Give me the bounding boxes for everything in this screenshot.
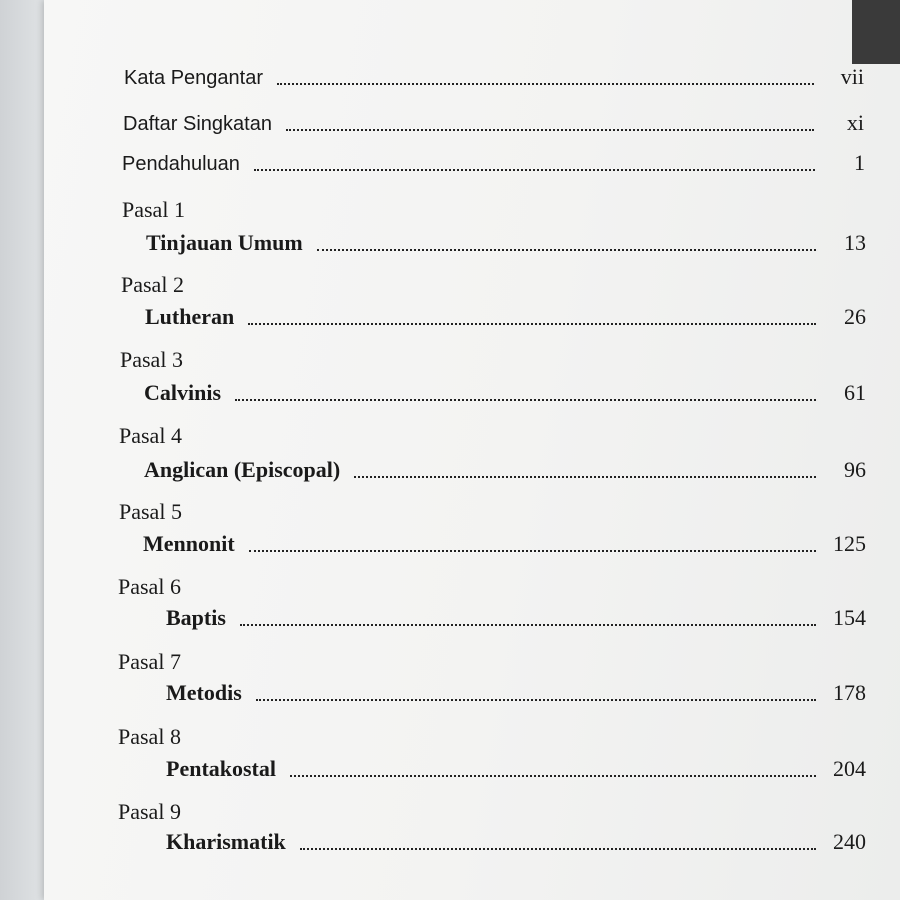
dot-leader — [354, 476, 816, 478]
toc-entry-chapter-9 — [166, 831, 866, 853]
toc-entry-page: 26 — [844, 304, 866, 329]
toc-entry-title: Pentakostal — [166, 756, 276, 781]
toc-entry-title: Metodis — [166, 680, 242, 705]
toc-entry-chapter-7 — [166, 682, 866, 704]
toc-entry-title: Tinjauan Umum — [146, 230, 303, 255]
dot-leader — [235, 399, 816, 401]
toc-entry-page: xi — [846, 110, 864, 135]
table-of-contents-page — [44, 0, 900, 900]
chapter-number: Pasal 7 — [118, 649, 181, 674]
toc-entry-title: Baptis — [166, 605, 226, 630]
toc-entry-chapter-3 — [144, 382, 866, 404]
dot-leader — [286, 129, 814, 131]
dot-leader — [277, 83, 814, 85]
toc-entry-page: 178 — [833, 680, 866, 705]
toc-entry-page: 154 — [833, 605, 866, 630]
toc-entry-page: 96 — [844, 457, 866, 482]
page-tab-marker — [852, 0, 900, 64]
toc-entry-page: 240 — [833, 829, 866, 854]
toc-entry-chapter-2 — [145, 306, 866, 328]
toc-entry-page: vii — [840, 64, 864, 89]
chapter-number: Pasal 1 — [122, 197, 185, 222]
chapter-number: Pasal 8 — [118, 724, 181, 749]
toc-entry-title: Kharismatik — [166, 829, 286, 854]
toc-entry-chapter-5 — [143, 533, 866, 555]
toc-entry-page: 1 — [854, 150, 865, 175]
toc-entry-title: Pendahuluan — [122, 153, 240, 175]
chapter-number: Pasal 4 — [119, 423, 182, 448]
toc-entry-page: 13 — [844, 230, 866, 255]
dot-leader — [290, 775, 816, 777]
toc-entry-title: Daftar Singkatan — [123, 113, 272, 135]
toc-entry-title: Anglican (Episcopal) — [144, 457, 341, 482]
toc-entry-title: Lutheran — [145, 304, 235, 329]
dot-leader — [256, 699, 816, 701]
toc-entry-title: Calvinis — [144, 380, 222, 405]
adjacent-page-edge — [0, 0, 44, 900]
toc-entry-chapter-8 — [166, 758, 866, 780]
dot-leader — [240, 624, 816, 626]
chapter-number: Pasal 9 — [118, 799, 181, 824]
toc-entry-chapter-6 — [166, 607, 866, 629]
toc-entry-pendahuluan — [122, 152, 865, 174]
chapter-number: Pasal 6 — [118, 574, 181, 599]
dot-leader — [317, 249, 816, 251]
toc-entry-page: 125 — [833, 531, 866, 556]
toc-entry-title: Kata Pengantar — [124, 67, 263, 89]
chapter-number: Pasal 5 — [119, 499, 182, 524]
toc-entry-title: Mennonit — [143, 531, 235, 556]
toc-entry-chapter-1 — [146, 232, 866, 254]
dot-leader — [248, 323, 816, 325]
toc-entry-page: 61 — [844, 380, 866, 405]
dot-leader — [300, 848, 816, 850]
dot-leader — [249, 550, 816, 552]
chapter-number: Pasal 2 — [121, 272, 184, 297]
toc-entry-page: 204 — [833, 756, 866, 781]
dot-leader — [254, 169, 815, 171]
toc-entry-kata-pengantar — [124, 66, 864, 88]
chapter-number: Pasal 3 — [120, 347, 183, 372]
toc-entry-chapter-4 — [144, 459, 866, 481]
toc-entry-daftar-singkatan — [123, 112, 864, 134]
